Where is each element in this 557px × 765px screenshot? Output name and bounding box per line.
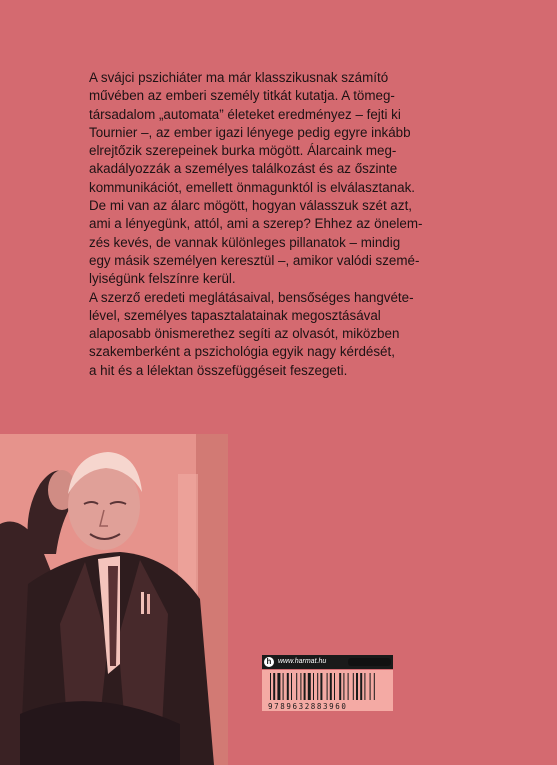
barcode-bar — [330, 673, 332, 700]
barcode-bar — [313, 673, 314, 700]
barcode-bar — [308, 673, 311, 700]
blurb-line: elrejtőzik szerepeinek burka mögött. Álarcaink meg- — [89, 143, 397, 159]
author-photo-illustration — [0, 434, 228, 765]
barcode-bar — [317, 673, 318, 700]
blurb-line: lével, személyes tapasztalatainak megosztásával — [89, 307, 381, 323]
barcode-bar — [374, 673, 375, 700]
isbn-number: 9789632883960 — [268, 702, 348, 711]
barcode-bar — [304, 673, 306, 700]
barcode-block — [262, 655, 393, 711]
barcode-bar — [287, 673, 289, 700]
barcode-bar — [270, 673, 271, 700]
blurb-line: A szerző eredeti meglátásaival, bensőséges hangvéte- — [89, 289, 414, 305]
barcode-bar — [300, 673, 301, 700]
barcode-bar — [339, 673, 341, 700]
publisher-logo-icon: h — [264, 657, 274, 667]
barcode-bar — [370, 673, 371, 700]
blurb-line: lyiségünk felszínre kerül. — [89, 271, 236, 287]
blurb-line: művében az emberi személy titkát kutatja. A tömeg- — [89, 88, 395, 104]
barcode-bar — [360, 673, 362, 700]
barcode-bar — [291, 673, 292, 700]
publisher-url: www.harmat.hu — [278, 658, 327, 665]
blurb-paragraph-1 — [89, 69, 509, 289]
barcode-bar — [353, 673, 354, 700]
isbn-barcode — [262, 670, 393, 711]
blurb-paragraph-2 — [89, 289, 509, 380]
blurb-line: egy másik személyen keresztül –, amikor valódi szemé- — [89, 252, 420, 268]
blurb-line: ami a lényegünk, attól, ami a szerep? Ehhez az önelem- — [89, 216, 423, 232]
blurb-line: szakemberként a pszichológia egyik nagy kérdését, — [89, 344, 395, 360]
barcode-bar — [364, 673, 365, 700]
author-photo — [0, 434, 228, 765]
blurb-line: a hit és a lélektan összefüggéseit feszegeti. — [89, 362, 348, 378]
barcode-bar — [348, 673, 349, 700]
barcode-bar — [343, 673, 344, 700]
blurb-line: De mi van az álarc mögött, hogyan válasszuk szét azt, — [89, 198, 413, 214]
blurb-line: alaposabb önismerethez segíti az olvasót, miközben — [89, 326, 400, 342]
barcode-bar — [273, 673, 275, 700]
back-cover-blurb — [89, 69, 509, 380]
barcode-bar — [327, 673, 328, 700]
barcode-bar — [296, 673, 297, 700]
barcode-bar — [334, 673, 335, 700]
blurb-line: akadályozzák a személyes találkozást és az őszinte — [89, 161, 398, 177]
barcode-bar — [356, 673, 358, 700]
publisher-bar — [262, 655, 393, 669]
barcode-bars — [262, 670, 393, 702]
barcode-bar — [283, 673, 284, 700]
barcode-bar — [320, 673, 322, 700]
barcode-bar — [277, 673, 280, 700]
blurb-line: társadalom „automata” életeket eredményez – fejti ki — [89, 106, 401, 122]
blurb-line: kommunikációt, emellett önmagunktól is elválasztanak. — [89, 179, 415, 195]
redacted-mark — [348, 658, 391, 666]
blurb-line: A svájci pszichiáter ma már klasszikusnak számító — [89, 70, 389, 85]
blurb-line: zés kevés, de vannak különleges pillanatok – mindig — [89, 234, 401, 250]
blurb-line: Tournier –, az ember igazi lényege pedig egyre inkább — [89, 124, 411, 140]
